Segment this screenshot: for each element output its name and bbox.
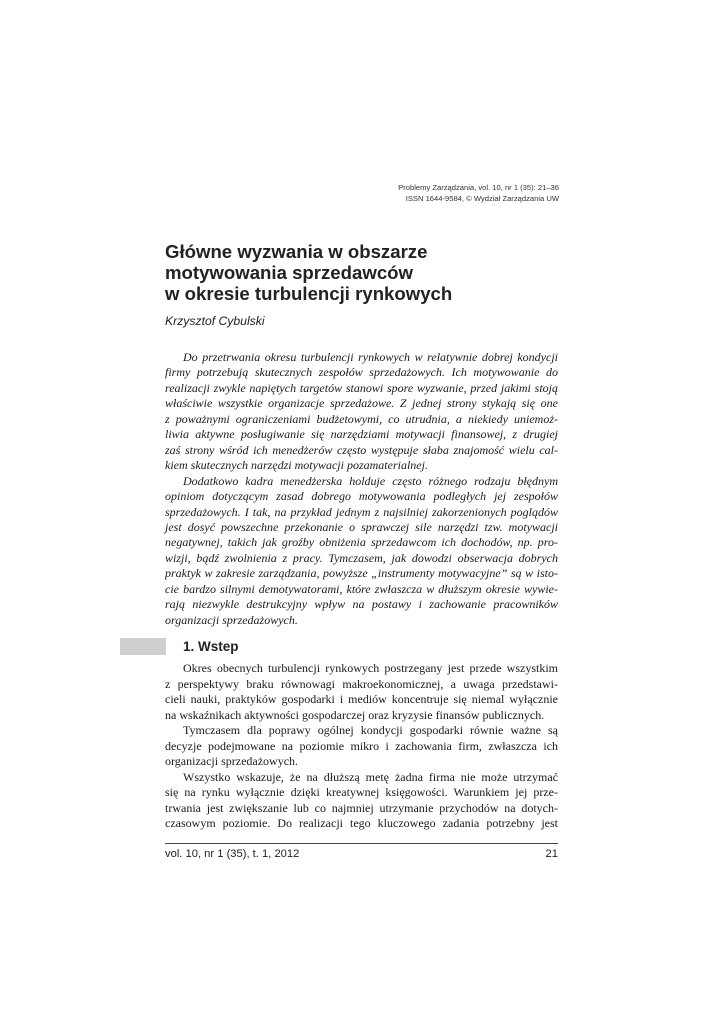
body-line: trwania jest zwiększanie lub co najmniej utrzymanie przychodów na dotych- [165,800,558,815]
body-line: na wskaźnikach aktywności gospodarczej oraz kryzysie finansów publicznych. [165,707,545,722]
body-line: decyzje podejmowane na poziomie mikro i zachowania firm, zwłaszcza ich [165,738,558,753]
abstract-line: firmy potrzebują skutecznych zespołów sprzedażowych. Ich motywowanie do [165,365,558,380]
body-line: cieli nauki, praktyków gospodarki i mediów koncentruje się niemal wyłącznie [165,692,558,706]
body-line: Okres obecnych turbulencji rynkowych postrzegany jest przede wszystkim [183,661,558,675]
section-heading: 1. Wstep [183,639,239,654]
article-title-line: motywowania sprzedawców [165,262,413,283]
body-line: czasowym poziomie. Do realizacji tego kluczowego zadania potrzebny jest [165,816,558,830]
abstract-line: wizji, bądź zwolnienia z pracy. Tymczasem, jak dowodzi obserwacja dobrych [165,550,558,565]
abstract-line: praktyk w zakresie zarządzania, powyższe „instrumenty motywacyjne” są w isto- [165,566,558,581]
section-body [165,661,558,832]
abstract-line: kiem skutecznych narzędzi motywacji pozamaterialnej. [165,458,428,473]
body-line: organizacji sprzedażowych. [165,754,299,768]
abstract-line: Do przetrwania okresu turbulencji rynkowych w relatywnie dobrej kondycji [183,350,558,364]
abstract-line: z poważnymi ograniczeniami budżetowymi, co utrudnia, a niekiedy uniemoż- [165,411,558,426]
abstract-line: organizacji sprzedażowych. [165,612,298,627]
abstract-line: negatywnej, takich jak groźby obniżenia sprzedawcom ich dochodów, np. pro- [165,535,558,550]
article-title [165,241,585,304]
journal-reference-line: Problemy Zarządzania, vol. 10, nr 1 (35): 21–36 [398,183,559,192]
footer-issue: vol. 10, nr 1 (35), t. 1, 2012 [165,848,300,860]
body-line: Wszystko wskazuje, że na dłuższą metę żadna firma nie może utrzymać [183,769,558,784]
journal-issn-line: ISSN 1644-9584, © Wydział Zarządzania UW [405,193,559,203]
abstract-line: zaś strony wśród ich menedżerów często występuje słaba znajomość wielu cal- [165,442,558,457]
abstract-line: Dodatkowo kadra menedżerska holduje często różnego rodzaju błędnym [183,473,558,488]
article-title-line: w okresie turbulencji rynkowych [165,283,453,304]
abstract-line: właściwie wszystkie organizacje sprzedażowe. Z jednej strony stykają się one [165,396,558,411]
abstract-line: liwia aktywne posługiwanie się narzędziami motywacji finansowej, z drugiej [165,427,558,442]
abstract-line: opiniom dotyczącym zasad dobrego motywowania podległych jej zespołów [165,489,558,504]
abstract-line: realizacji zwykle napiętych targetów stanowi spore wyzwanie, przed jakimi stoją [165,380,558,395]
body-line: Tymczasem dla poprawy ogólnej kondycji gospodarki równie ważne są [183,723,558,737]
abstract-line: rają niezwykle destrukcyjny wpływ na postawy i zachowanie pracowników [165,597,558,612]
body-line: z perspektywy braku równowagi makroekonomicznej, a uwaga przedstawi- [165,676,558,691]
article-title-line: Główne wyzwania w obszarze [165,241,428,262]
footer-divider [165,843,558,844]
abstract [165,350,558,628]
section-marker-bar [120,638,166,655]
page-number: 21 [545,848,558,860]
body-line: się na rynku wyłącznie dzięki kreatywnej księgowości. Warunkiem jej prze- [165,785,558,799]
abstract-line: sprzedażowych. I tak, na przykład jednym z najsilniej zakorzenionych poglądów [165,504,558,519]
abstract-line: jest dosyć powszechne przekonanie o sprawczej sile narzędzi tzw. motywacji [165,519,558,534]
article-author: Krzysztof Cybulski [165,314,265,328]
abstract-line: cie bardzo silnymi demotywatorami, które zwłaszcza w dłuższym okresie wywie- [165,581,558,596]
journal-reference [398,183,559,204]
